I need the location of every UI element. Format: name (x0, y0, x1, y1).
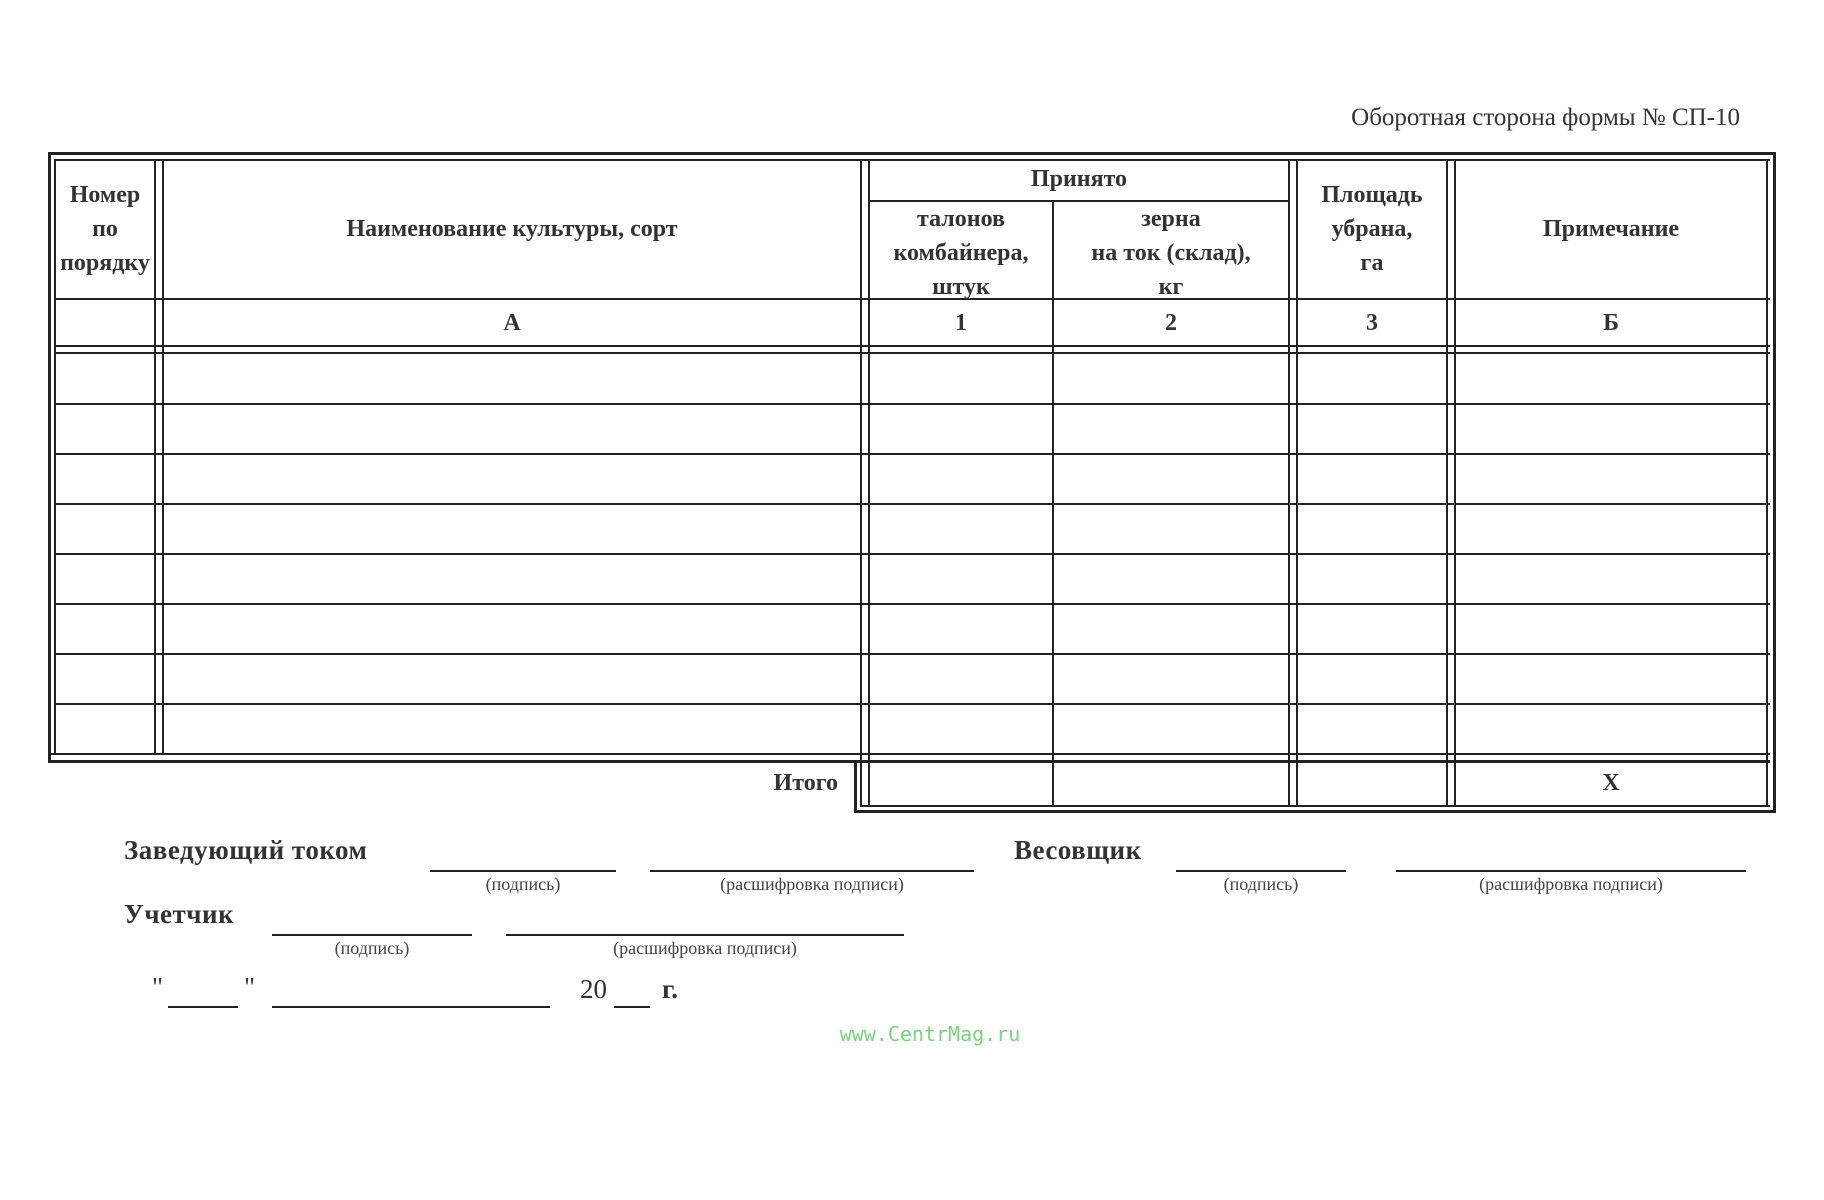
weigher-sign-line[interactable] (1176, 870, 1346, 872)
head-sign-line[interactable] (430, 870, 616, 872)
date-year-prefix: 20 (580, 974, 607, 1004)
weigher-decode-line[interactable] (1396, 870, 1746, 872)
date-year-suffix: г. (662, 974, 678, 1004)
head-label: Заведующий током (124, 835, 368, 865)
form-caption: Оборотная сторона формы № СП-10 (1351, 104, 1740, 131)
head-sign-caption: (подпись) (485, 874, 561, 894)
code-name: А (503, 310, 521, 336)
harvest-table (48, 152, 1776, 812)
date-day-line[interactable] (168, 1006, 238, 1008)
header-note: Примечание (1542, 216, 1680, 242)
accountant-sign-line[interactable] (272, 934, 472, 936)
weigher-label: Весовщик (1014, 835, 1142, 865)
accountant-sign-caption: (подпись) (334, 938, 410, 958)
watermark: www.CentrMag.ru (839, 1022, 1021, 1046)
header-num: Номер по порядку (60, 182, 150, 276)
total-note: Х (1602, 770, 1620, 796)
head-decode-line[interactable] (650, 870, 974, 872)
head-decode-caption: (расшифровка подписи) (720, 874, 904, 894)
accountant-label: Учетчик (124, 899, 235, 929)
code-grain: 2 (1165, 310, 1177, 336)
code-area: 3 (1366, 310, 1378, 336)
header-grain: зерна на ток (склад), кг (1091, 206, 1251, 300)
weigher-sign-caption: (подпись) (1223, 874, 1299, 894)
code-note: Б (1603, 310, 1619, 336)
weigher-decode-caption: (расшифровка подписи) (1479, 874, 1663, 894)
header-accepted: Принято (1030, 166, 1128, 192)
total-label: Итого (773, 770, 838, 796)
accountant-decode-line[interactable] (506, 934, 904, 936)
header-name: Наименование культуры, сорт (346, 216, 678, 242)
header-area: Площадь убрана, га (1321, 182, 1423, 276)
date-open-quote: " (152, 972, 164, 1002)
code-talons: 1 (955, 310, 967, 336)
date-year-line[interactable] (614, 1006, 650, 1008)
accountant-decode-caption: (расшифровка подписи) (613, 938, 797, 958)
header-talons: талонов комбайнера, штук (893, 206, 1029, 300)
date-close-quote: " (244, 972, 256, 1002)
date-month-line[interactable] (272, 1006, 550, 1008)
